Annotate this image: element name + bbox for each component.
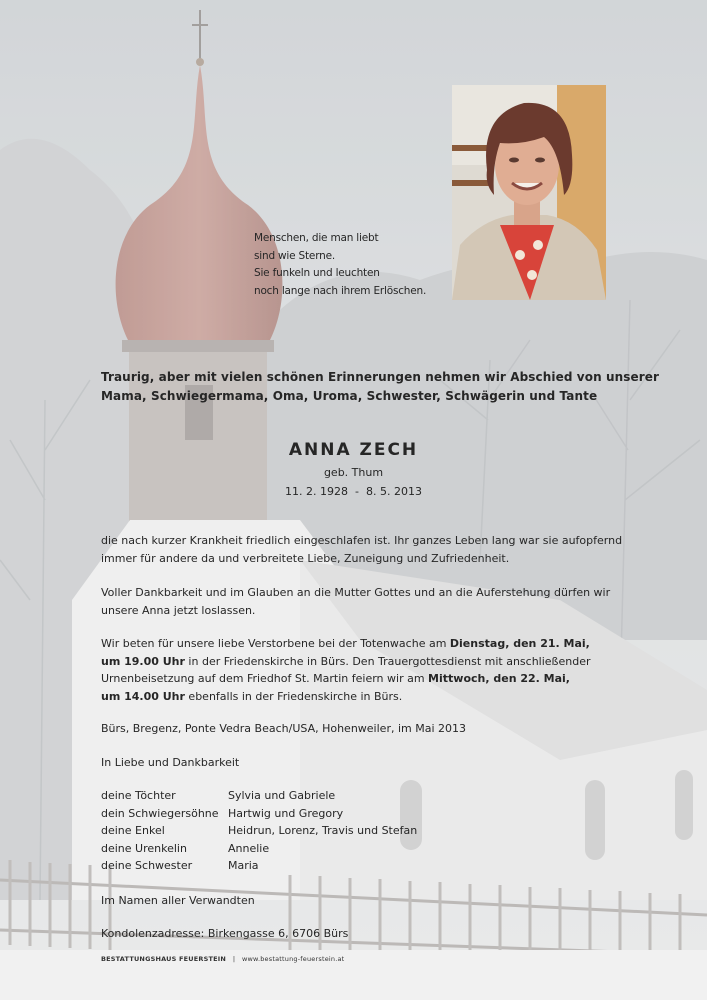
text-span: in der Friedenskirche in Bürs. Den Trauergottesdienst mit anschließender [184, 654, 591, 668]
family-row [101, 857, 417, 875]
text-span: Urnenbeisetzung auf dem Friedhof St. Martin feiern wir am [101, 672, 429, 685]
on-behalf-text: Im Namen aller Verwandten [101, 894, 255, 907]
condolence-address-text: Kondolenzadresse: Birkengasse 6, 6706 Bürs [101, 927, 349, 940]
text-span: ebenfalls in der Friedenskirche in Bürs. [184, 689, 403, 703]
family-names: Heidrun, Lorenz, Travis und Stefan [228, 824, 418, 837]
paragraph-life [101, 532, 622, 567]
family-row [101, 805, 417, 823]
portrait-photo [452, 85, 606, 300]
life-dates: 11. 2. 1928 - 8. 5. 2013 [285, 485, 422, 498]
family-row [101, 822, 417, 840]
family-row [101, 840, 417, 858]
family-list [101, 787, 417, 875]
family-names: Annelie [228, 841, 270, 855]
poem-line: Sie funkeln und leuchten [254, 267, 380, 279]
paragraph-line [101, 653, 591, 671]
place-date [101, 720, 466, 738]
paragraph-line: die nach kurzer Krankheit friedlich eingeschlafen ist. Ihr ganzes Leben lang war sie aufopfernd [101, 534, 623, 547]
text-span: Wir beten für unsere liebe Verstorbene bei der Totenwache am [101, 637, 450, 650]
closing-text: In Liebe und Dankbarkeit [101, 756, 240, 769]
on-behalf [101, 892, 255, 910]
family-relation: deine Urenkelin [101, 841, 187, 855]
family-relation: dein Schwiegersöhne [101, 806, 219, 820]
footer-url[interactable]: www.bestattung-feuerstein.at [242, 955, 345, 963]
poem-line: Menschen, die man liebt [254, 232, 379, 244]
family-names: Sylvia und Gabriele [228, 789, 336, 802]
family-names: Maria [228, 859, 259, 872]
family-relation: deine Schwester [101, 859, 193, 872]
closing [101, 754, 239, 772]
wake-date: Dienstag, den 21. Mai, [449, 637, 590, 650]
poem-line: sind wie Sterne. [254, 249, 335, 262]
family-relation: deine Enkel [101, 824, 165, 837]
family-relation: deine Töchter [101, 789, 176, 802]
family-names: Hartwig und Gregory [228, 806, 344, 820]
paragraph-line [101, 635, 591, 653]
paragraph-services [101, 635, 591, 705]
family-row [101, 787, 417, 805]
funeral-date: Mittwoch, den 22. Mai, [428, 672, 570, 685]
poem [254, 230, 426, 300]
paragraph-line [101, 688, 591, 706]
intro-line: Traurig, aber mit vielen schönen Erinnerungen nehmen wir Abschied von unserer [101, 370, 660, 384]
paragraph-line [101, 670, 591, 688]
footer [101, 955, 344, 963]
funeral-time: um 14.00 Uhr [101, 689, 185, 703]
intro-line: Mama, Schwiegermama, Oma, Uroma, Schwester, Schwägerin und Tante [101, 389, 598, 403]
condolence-address [101, 925, 348, 943]
deceased-name: ANNA ZECH [288, 440, 419, 460]
place-date-text: Bürs, Bregenz, Ponte Vedra Beach/USA, Hohenweiler, im Mai 2013 [101, 722, 467, 735]
poem-line: noch lange nach ihrem Erlöschen. [254, 284, 427, 297]
wake-time: um 19.00 Uhr [101, 654, 185, 668]
paragraph-farewell [101, 584, 610, 619]
paragraph-line: immer für andere da und verbreitete Liebe, Zuneigung und Zufriedenheit. [101, 551, 510, 565]
paragraph-line: unsere Anna jetzt loslassen. [101, 603, 256, 617]
paragraph-line: Voller Dankbarkeit und im Glauben an die Mutter Gottes und an die Auferstehung dürfen wir [101, 586, 611, 599]
footer-separator: | [232, 955, 236, 963]
birth-name: geb. Thum [323, 466, 384, 479]
footer-brand: BESTATTUNGSHAUS FEUERSTEIN [101, 955, 226, 963]
intro-text [101, 368, 659, 406]
